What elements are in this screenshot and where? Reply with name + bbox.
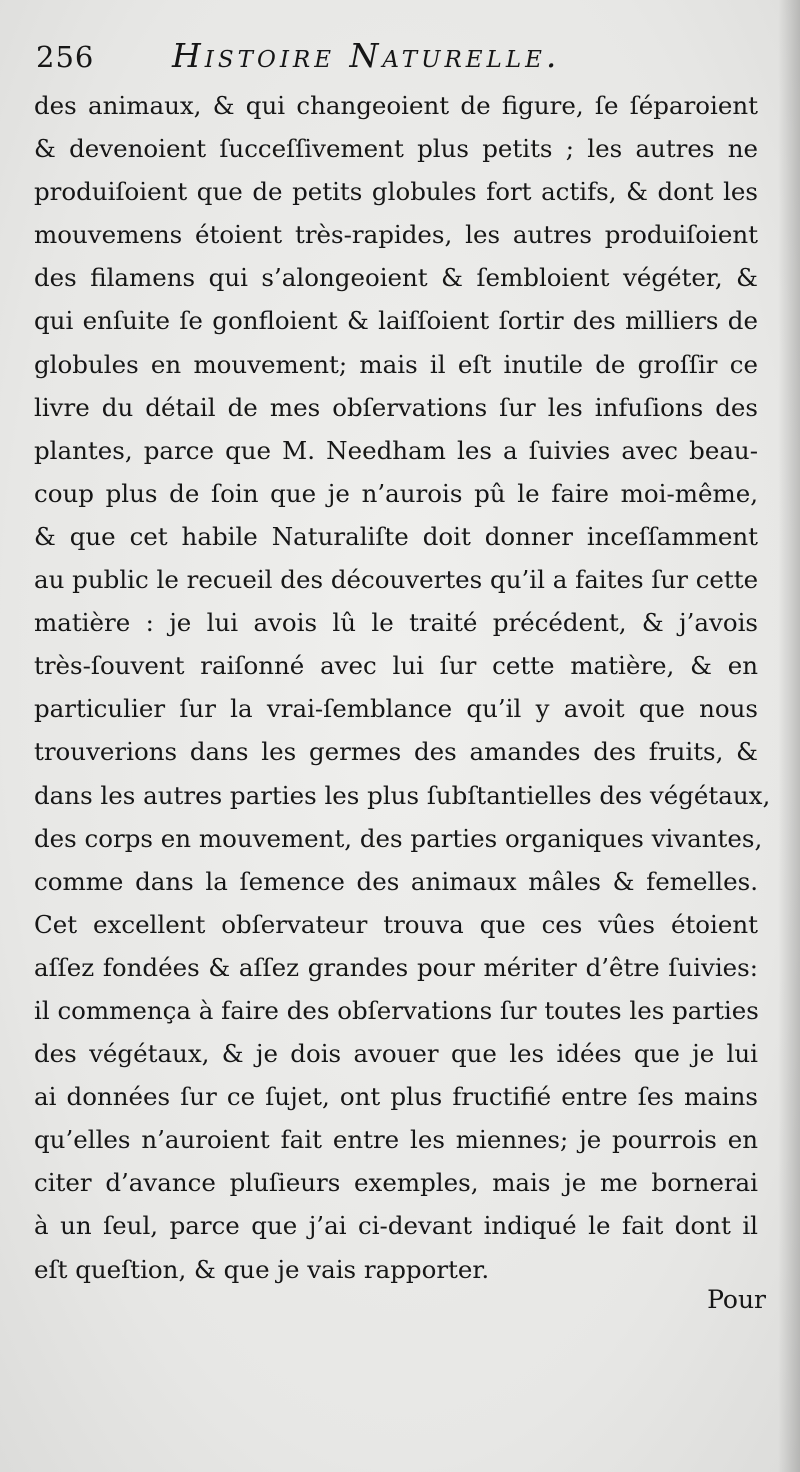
text-line: dans les autres parties les plus ſubſtantielles des végétaux, bbox=[34, 780, 771, 810]
text-line: à un ſeul, parce que j’ai ci-devant indiqué le fait dont il bbox=[34, 1211, 758, 1241]
text-line: matière : je lui avois lû le traité précédent, & j’avois bbox=[34, 608, 758, 638]
text-line: des animaux, & qui changeoient de figure, ſe ſéparoient bbox=[34, 91, 758, 120]
text-line: coup plus de ſoin que je n’aurois pû le faire moi-même, bbox=[34, 478, 758, 508]
catchword: Pour bbox=[707, 1285, 766, 1314]
text-line: aſſez fondées & aſſez grandes pour mériter d’être ſuivies: bbox=[34, 952, 758, 982]
page-edge-shadow bbox=[778, 0, 800, 1472]
text-line: ai données ſur ce ſujet, ont plus fructifié entre ſes mains bbox=[34, 1082, 758, 1112]
text-line: livre du détail de mes obſervations ſur les infuſions des bbox=[34, 392, 758, 422]
text-line: eſt queſtion, & que je vais rapporter. bbox=[34, 1254, 490, 1284]
text-line: des filamens qui s’alongeoient & ſembloient végéter, & bbox=[34, 263, 758, 293]
text-line: produiſoient que de petits globules fort actifs, & dont les bbox=[34, 177, 758, 207]
text-line: au public le recueil des découvertes qu’il a faites ſur cette bbox=[34, 565, 759, 595]
text-line: il commença à faire des obſervations ſur toutes les parties bbox=[34, 995, 759, 1025]
page-number: 256 bbox=[36, 40, 95, 74]
text-line: comme dans la ſemence des animaux mâles & femelles. bbox=[34, 866, 758, 896]
text-line: Cet excellent obſervateur trouva que ces vûes étoient bbox=[34, 909, 758, 939]
text-line: plantes, parce que M. Needham les a ſuivies avec beau- bbox=[34, 435, 758, 465]
text-line: des végétaux, & je dois avouer que les idées que je lui bbox=[34, 1039, 758, 1069]
text-line: & devenoient ſucceſſivement plus petits ; les autres ne bbox=[34, 134, 758, 164]
text-line: globules en mouvement; mais il eſt inutile de groſſir ce bbox=[34, 349, 758, 379]
text-line: qui enſuite ſe gonfloient & laiſſoient ſortir des milliers de bbox=[34, 306, 758, 336]
text-line: particulier ſur la vrai-ſemblance qu’il y avoit que nous bbox=[34, 694, 758, 724]
text-line: très-ſouvent raiſonné avec lui ſur cette matière, & en bbox=[34, 651, 758, 681]
text-line: trouverions dans les germes des amandes des fruits, & bbox=[34, 737, 758, 767]
text-line: qu’elles n’auroient fait entre les miennes; je pourrois en bbox=[34, 1125, 758, 1155]
body-text bbox=[34, 84, 771, 1291]
text-line: & que cet habile Naturaliſte doit donner inceſſamment bbox=[34, 521, 758, 551]
running-head: Histoire Naturelle. bbox=[172, 36, 561, 75]
text-line: des corps en mouvement, des parties organiques vivantes, bbox=[34, 823, 763, 853]
text-line: mouvemens étoient très-rapides, les autres produiſoient bbox=[34, 220, 758, 250]
text-line: citer d’avance pluſieurs exemples, mais je me bornerai bbox=[34, 1168, 758, 1198]
